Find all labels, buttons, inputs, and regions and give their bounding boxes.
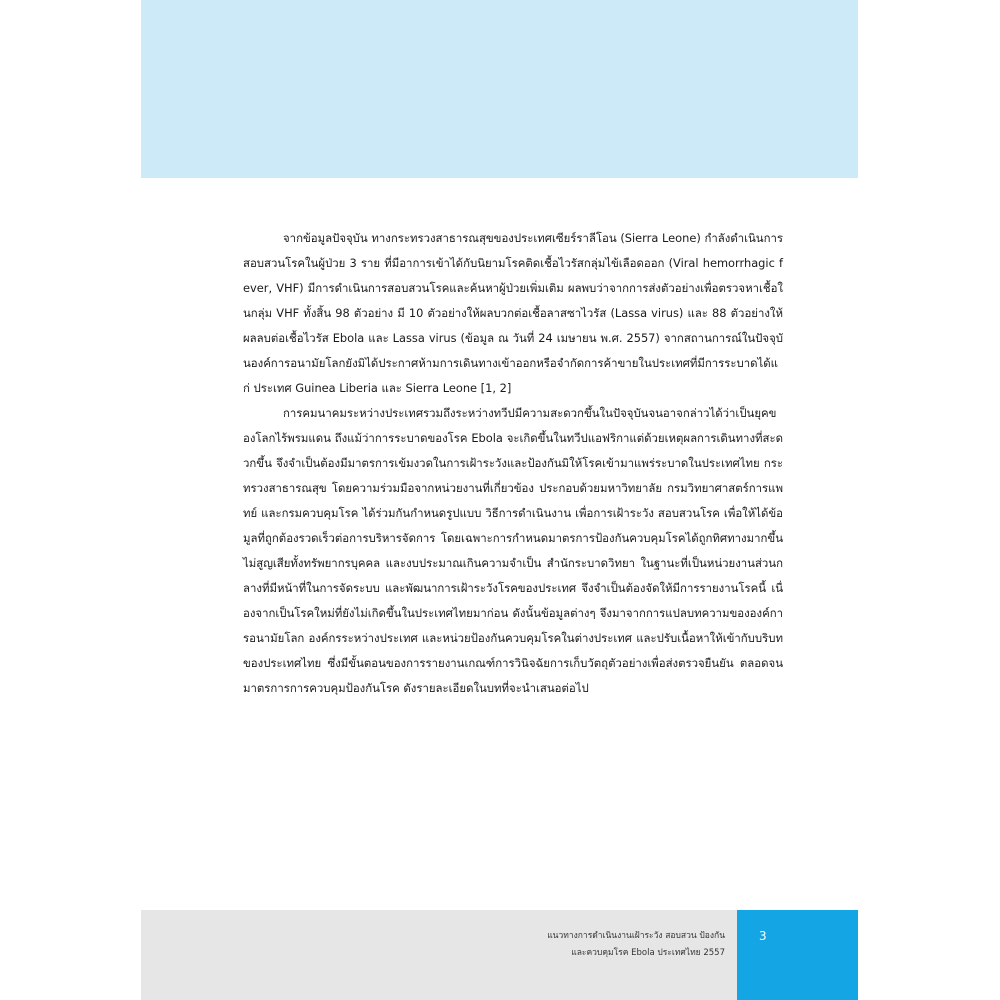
footer-bar bbox=[141, 910, 737, 1000]
page-number: 3 bbox=[759, 929, 767, 943]
paragraph-2: การคมนาคมระหว่างประเทศรวมถึงระหว่างทวีปมีความสะดวกขึ้นในปัจจุบันจนอาจกล่าวได้ว่าเป็นยุคของโลกไร้พรมแดน ถึงแม้ว่าการระบาดของโรค Ebola จะเกิดขึ้นในทวีปแอฟริกาแต่ด้วยเหตุผลการเดินทางที่สะดวกขึ้น จึงจำเป็นต้องมีมาตรการเข้มงวดในการเฝ้าระวังและป้องกันมิให้โรคเข้ามาแพร่ระบาดในประเทศไทย กระทรวงสาธารณสุข โดยความร่วมมือจากหน่วยงานที่เกี่ยวข้อง ประกอบด้วยมหาวิทยาลัย กรมวิทยาศาสตร์การแพทย์ และกรมควบคุมโรค ได้ร่วมกันกำหนดรูปแบบ วิธีการดำเนินงาน เพื่อการเฝ้าระวัง สอบสวนโรค เพื่อให้ได้ข้อมูลที่ถูกต้องรวดเร็วต่อการบริหารจัดการ โดยเฉพาะการกำหนดมาตรการป้องกันควบคุมโรคได้ถูกทิศทางมากขึ้น ไม่สูญเสียทั้งทรัพยากรบุคคล และงบประมาณเกินความจำเป็น สำนักระบาดวิทยา ในฐานะที่เป็นหน่วยงานส่วนกลางที่มีหน้าที่ในการจัดระบบ และพัฒนาการเฝ้าระวังโรคของประเทศ จึงจำเป็นต้องจัดให้มีการรายงานโรคนี้ เนื่องจากเป็นโรคใหม่ที่ยังไม่เกิดขึ้นในประเทศไทยมาก่อน ดังนั้นข้อมูลต่างๆ จึงมาจากการแปลบทความขององค์การอนามัยโลก องค์กรระหว่างประเทศ และหน่วยป้องกันควบคุมโรคในต่างประเทศ และปรับเนื้อหาให้เข้ากับบริบทของประเทศไทย ซึ่งมีขั้นตอนของการรายงานเกณฑ์การวินิจฉัยการเก็บวัตถุตัวอย่างเพื่อส่งตรวจยืนยัน ตลอดจนมาตรการการควบคุมป้องกันโรค ดังรายละเอียดในบทที่จะนำเสนอต่อไป bbox=[243, 406, 783, 695]
footer-title bbox=[425, 928, 725, 962]
footer-title-line-1: แนวทางการดำเนินงานเฝ้าระวัง สอบสวน ป้องกัน bbox=[547, 931, 725, 941]
paragraph-1: จากข้อมูลปัจจุบัน ทางกระทรวงสาธารณสุขของประเทศเซียร์ราลีโอน (Sierra Leone) กำลังดำเนินการสอบสวนโรคในผู้ป่วย 3 ราย ที่มีอาการเข้าได้กับนิยามโรคติดเชื้อไวรัสกลุ่มไข้เลือดออก (Viral hemorrhagic fever, VHF) มีการดำเนินการสอบสวนโรคและค้นหาผู้ป่วยเพิ่มเติม ผลพบว่าจากการส่งตัวอย่างเพื่อตรวจหาเชื้อในกลุ่ม VHF ทั้งสิ้น 98 ตัวอย่าง มี 10 ตัวอย่างให้ผลบวกต่อเชื้อลาสซาไวรัส (Lassa virus) และ 88 ตัวอย่างให้ผลลบต่อเชื้อไวรัส Ebola และ Lassa virus (ข้อมูล ณ วันที่ 24 เมษายน พ.ศ. 2557) จากสถานการณ์ในปัจจุบันองค์การอนามัยโลกยังมิได้ประกาศห้ามการเดินทางเข้าออกหรือจำกัดการค้าขายในประเทศที่มีการระบาดได้แก่ ประเทศ Guinea Liberia และ Sierra Leone [1, 2] bbox=[243, 231, 783, 395]
footer-title-line-2: และควบคุมโรค Ebola ประเทศไทย 2557 bbox=[571, 948, 725, 958]
page-number-box bbox=[737, 910, 858, 1000]
body-text bbox=[243, 226, 783, 701]
document-page bbox=[141, 0, 858, 1000]
header-band bbox=[141, 0, 858, 178]
